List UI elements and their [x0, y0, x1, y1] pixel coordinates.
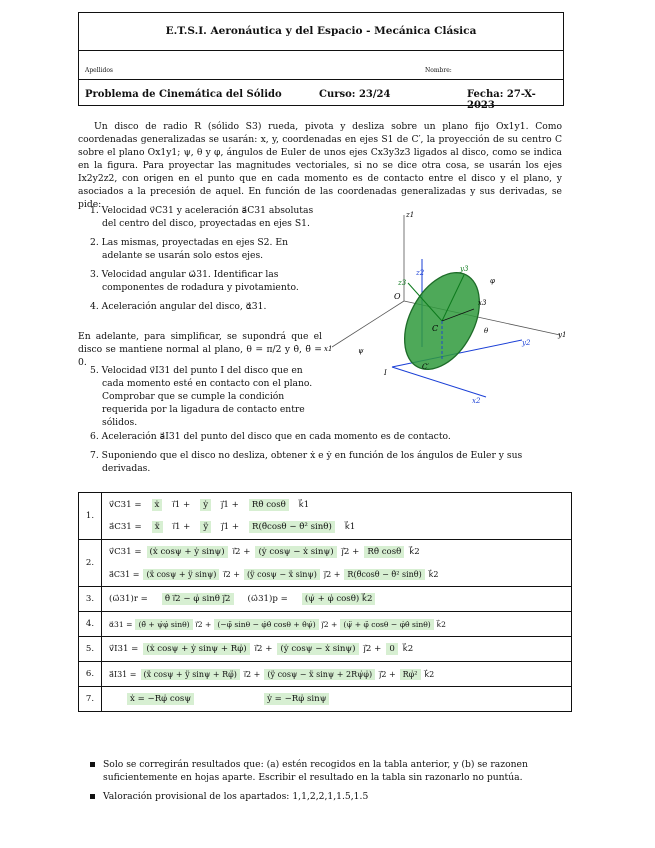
apellidos-label: Apellidos [85, 67, 114, 74]
label-y2: y2 [522, 339, 531, 347]
question-item: 6. Aceleración a⃗I31 del punto del disco que en cada momento es de contacto. [90, 431, 451, 442]
label-x3: x3 [478, 299, 487, 307]
label-x1: x1 [324, 345, 333, 353]
header-box [78, 12, 564, 111]
label-y3: y3 [460, 265, 469, 273]
intro-paragraph: Un disco de radio R (sólido S3) rueda, pivota y desliza sobre un plano fijo Ox1y1. Como coordenadas generalizadas se usarán: x, y, coordenadas en ejes S1 de C′, la proyección de su centro C sobre el plano Ox1y1; ψ, θ y φ, ángulos de Euler de unos ejes Cx3y3z3 ligados al disco, como se indica en la figura. Para proyectar las magnitudes vectoriales, si no se dice otra cosa, se usarán los ejes Ix2y2z2, con origen en el punto que en cada momento es de contacto entre el disco y el plano, y asociados a la precesión de aquel. En función de las coordenadas generalizadas y sus derivadas, se pide: [78, 121, 562, 210]
notes [90, 758, 562, 803]
answer-row-4: 4. α⃗31 = (θ̈ + ψ̇φ̇ sinθ) i⃗2 + (−φ̈ sinθ − φ̇θ̇ cosθ + θ̇ψ̇) j⃗2 + (ψ̈ + φ̈ cosθ − φ̇θ̇ sinθ) k⃗2 [79, 612, 572, 637]
label-Cprime: C′ [422, 363, 429, 371]
label-psi: ψ [358, 347, 364, 355]
problem-title: Problema de Cinemática del Sólido [85, 89, 282, 100]
question-item: 4. Aceleración angular del disco, α⃗31. [90, 301, 267, 312]
fecha: Fecha: 27-X-2023 [467, 89, 536, 111]
question-item: 2. Las mismas, proyectadas en ejes S2. En adelante se usarán solo estos ejes. [90, 237, 288, 261]
question-item: 7. Suponiendo que el disco no desliza, obtener ẋ e ẏ en función de los ángulos de Euler y sus derivadas. [90, 450, 523, 474]
answer-row-3: 3. (ω⃗31)r = θ̇ i⃗2 − φ̇ sinθ j⃗2 (ω⃗31)p = (ψ̇ + φ̇ cosθ) k⃗2 [79, 587, 572, 612]
simplification-paragraph: En adelante, para simplificar, se supondrá que el disco se mantiene normal al plano, θ = π/2 y θ̇, θ̈ = 0. [78, 331, 322, 368]
answer-row-2: 2. v⃗C31 = (ẋ cosψ + ẏ sinψ) i⃗2 + (ẏ cosψ − ẋ sinψ) j⃗2 + Rθ̇ cosθ k⃗2 a⃗C31 = (ẍ cosψ + ÿ sinψ) i⃗2 + (ÿ cosψ − ẍ sinψ) j⃗2 + R(θ̈cosθ − θ̇² sinθ) k⃗2 [79, 540, 572, 587]
question-list-3 [90, 430, 562, 475]
question-list-2 [90, 364, 322, 429]
question-item: 1. Velocidad v⃗C31 y aceleración a⃗C31 absolutas del centro del disco, proyectadas en ejes S1. [90, 205, 314, 229]
answer-row-7: 7. ẋ = −Rφ̇ cosψ ẏ = −Rφ̇ sinψ [79, 687, 572, 712]
answer-row-1: 1. v⃗C31 = ẋ i⃗1 + ẏ j⃗1 + Rθ̇ cosθ k⃗1 a⃗C31 = ẍ i⃗1 + ÿ j⃗1 + R(θ̈cosθ − θ̇² sinθ) k⃗1 [79, 493, 572, 540]
answer-row-6: 6. a⃗I31 = (ẍ cosψ + ÿ sinψ + Rφ̈) i⃗2 + (ÿ cosψ − ẍ sinψ + 2Rψ̇φ̇) j⃗2 + Rφ̇² k⃗2 [79, 662, 572, 687]
label-phi: φ [490, 277, 495, 285]
label-C: C [432, 324, 439, 333]
label-x2: x2 [472, 397, 481, 405]
label-theta: θ [484, 327, 489, 335]
curso: Curso: 23/24 [319, 89, 391, 100]
answer-row-5: 5. v⃗I31 = (ẋ cosψ + ẏ sinψ + Rφ̇) i⃗2 + (ẏ cosψ − ẋ sinψ) j⃗2 + 0 k⃗2 [79, 637, 572, 662]
nombre-label: Nombre: [425, 67, 452, 74]
label-O: O [394, 292, 401, 301]
question-item: 3. Velocidad angular ω⃗31. Identificar las componentes de rodadura y pivotamiento. [90, 269, 299, 293]
question-list [90, 204, 322, 313]
answer-table [78, 492, 572, 712]
question-item: 5. Velocidad v⃗I31 del punto I del disco que en cada momento esté en contacto con el plano. Comprobar que se cumple la condición requerida por la ligadura de contacto entre sólidos. [90, 365, 313, 428]
note-item: Valoración provisional de los apartados: 1,1,2,2,1,1.5,1.5 [90, 790, 562, 803]
label-I: I [384, 369, 387, 377]
label-z3: z3 [398, 279, 407, 287]
disc-figure [322, 205, 567, 405]
note-item: Solo se corregirán resultados que: (a) estén recogidos en la tabla anterior, y (b) se razonen suficientemente en hojas aparte. Escribir el resultado en la tabla sin razonarlo no puntúa. [90, 758, 562, 784]
label-z1: z1 [406, 211, 415, 219]
label-z2: z2 [416, 269, 425, 277]
exam-title: E.T.S.I. Aeronáutica y del Espacio - Mecánica Clásica [165, 25, 477, 37]
label-y1: y1 [558, 331, 567, 339]
